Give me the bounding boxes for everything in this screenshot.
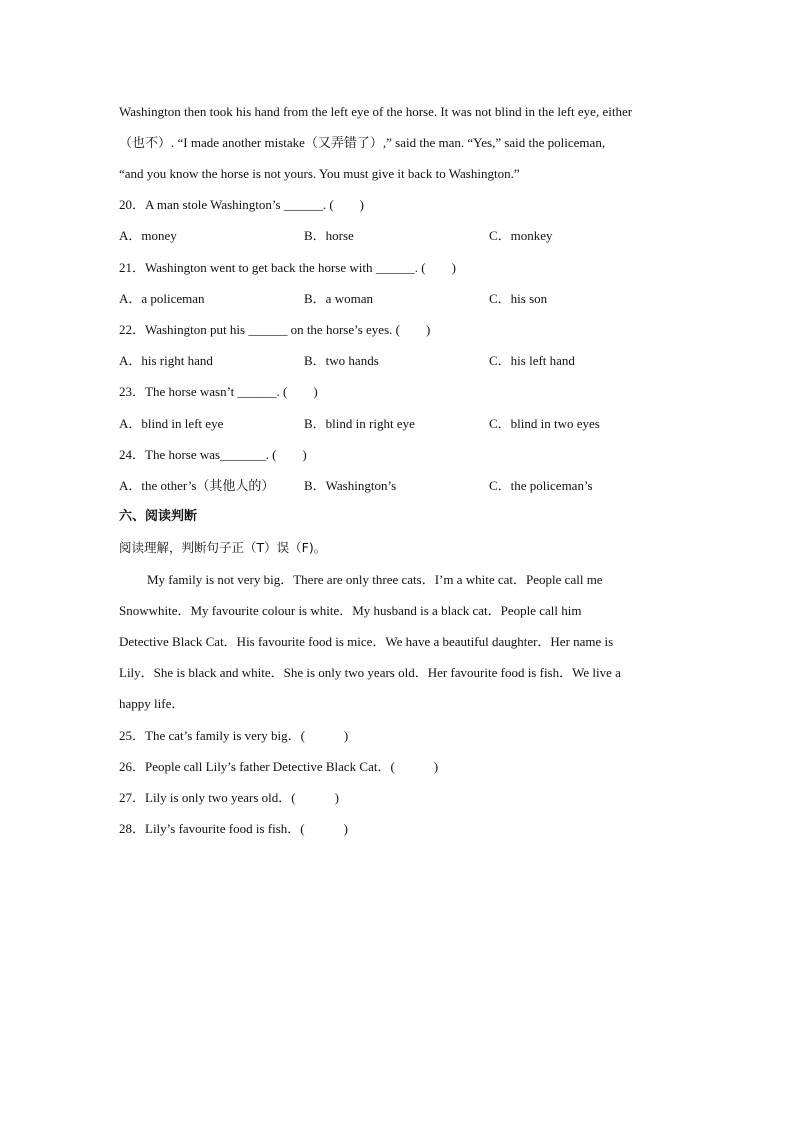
option-b[interactable]: B．blind in right eye <box>304 416 415 431</box>
question-stem: 20．A man stole Washington’s ______. ( ) <box>119 197 364 212</box>
option-c[interactable]: C．his son <box>489 291 548 306</box>
judgment-item[interactable]: 27．Lily is only two years old．( ) <box>119 790 339 805</box>
question-stem: 24．The horse was_______. ( ) <box>119 447 307 462</box>
option-c[interactable]: C．monkey <box>489 228 553 243</box>
judgment-item[interactable]: 25．The cat’s family is very big．( ) <box>119 728 349 743</box>
option-a[interactable]: A．money <box>119 228 177 243</box>
option-a[interactable]: A．a policeman <box>119 291 205 306</box>
section-instruction: 阅读理解，判断句子正（T）误（F)。 <box>119 540 327 555</box>
passage-line: Lily．She is black and white．She is only two years old．Her favourite food is fish．We live a <box>119 665 621 680</box>
question-stem: 23．The horse wasn’t ______. ( ) <box>119 384 318 399</box>
option-b[interactable]: B．horse <box>304 228 354 243</box>
option-c[interactable]: C．blind in two eyes <box>489 416 600 431</box>
question-stem: 21．Washington went to get back the horse with ______. ( ) <box>119 260 456 275</box>
question-stem: 22．Washington put his ______ on the horse’s eyes. ( ) <box>119 322 431 337</box>
option-b[interactable]: B．a woman <box>304 291 373 306</box>
option-a[interactable]: A．his right hand <box>119 353 213 368</box>
judgment-item[interactable]: 26．People call Lily’s father Detective Black Cat．( ) <box>119 759 439 774</box>
judgment-item[interactable]: 28．Lily’s favourite food is fish．( ) <box>119 821 348 836</box>
option-b[interactable]: B．two hands <box>304 353 379 368</box>
option-c[interactable]: C．the policeman’s <box>489 478 593 493</box>
passage-line: （也不）. “I made another mistake（又弄错了）,” said the man. “Yes,” said the policeman, <box>119 135 606 150</box>
passage-line: Washington then took his hand from the left eye of the horse. It was not blind in the left eye, either <box>119 104 633 119</box>
passage-line: happy life． <box>119 696 185 711</box>
passage-line: Snowwhite．My favourite colour is white．My husband is a black cat．People call him <box>119 603 582 618</box>
option-b[interactable]: B．Washington’s <box>304 478 397 493</box>
option-c[interactable]: C．his left hand <box>489 353 575 368</box>
option-a[interactable]: A．the other’s（其他人的） <box>119 478 275 493</box>
passage-line: Detective Black Cat．His favourite food is mice．We have a beautiful daughter．Her name is <box>119 634 614 649</box>
section-title: 六、阅读判断 <box>119 509 198 524</box>
option-a[interactable]: A．blind in left eye <box>119 416 224 431</box>
passage-line: “and you know the horse is not yours. You must give it back to Washington.” <box>119 166 520 181</box>
passage-line: My family is not very big．There are only three cats．I’m a white cat．People call me <box>147 572 603 587</box>
